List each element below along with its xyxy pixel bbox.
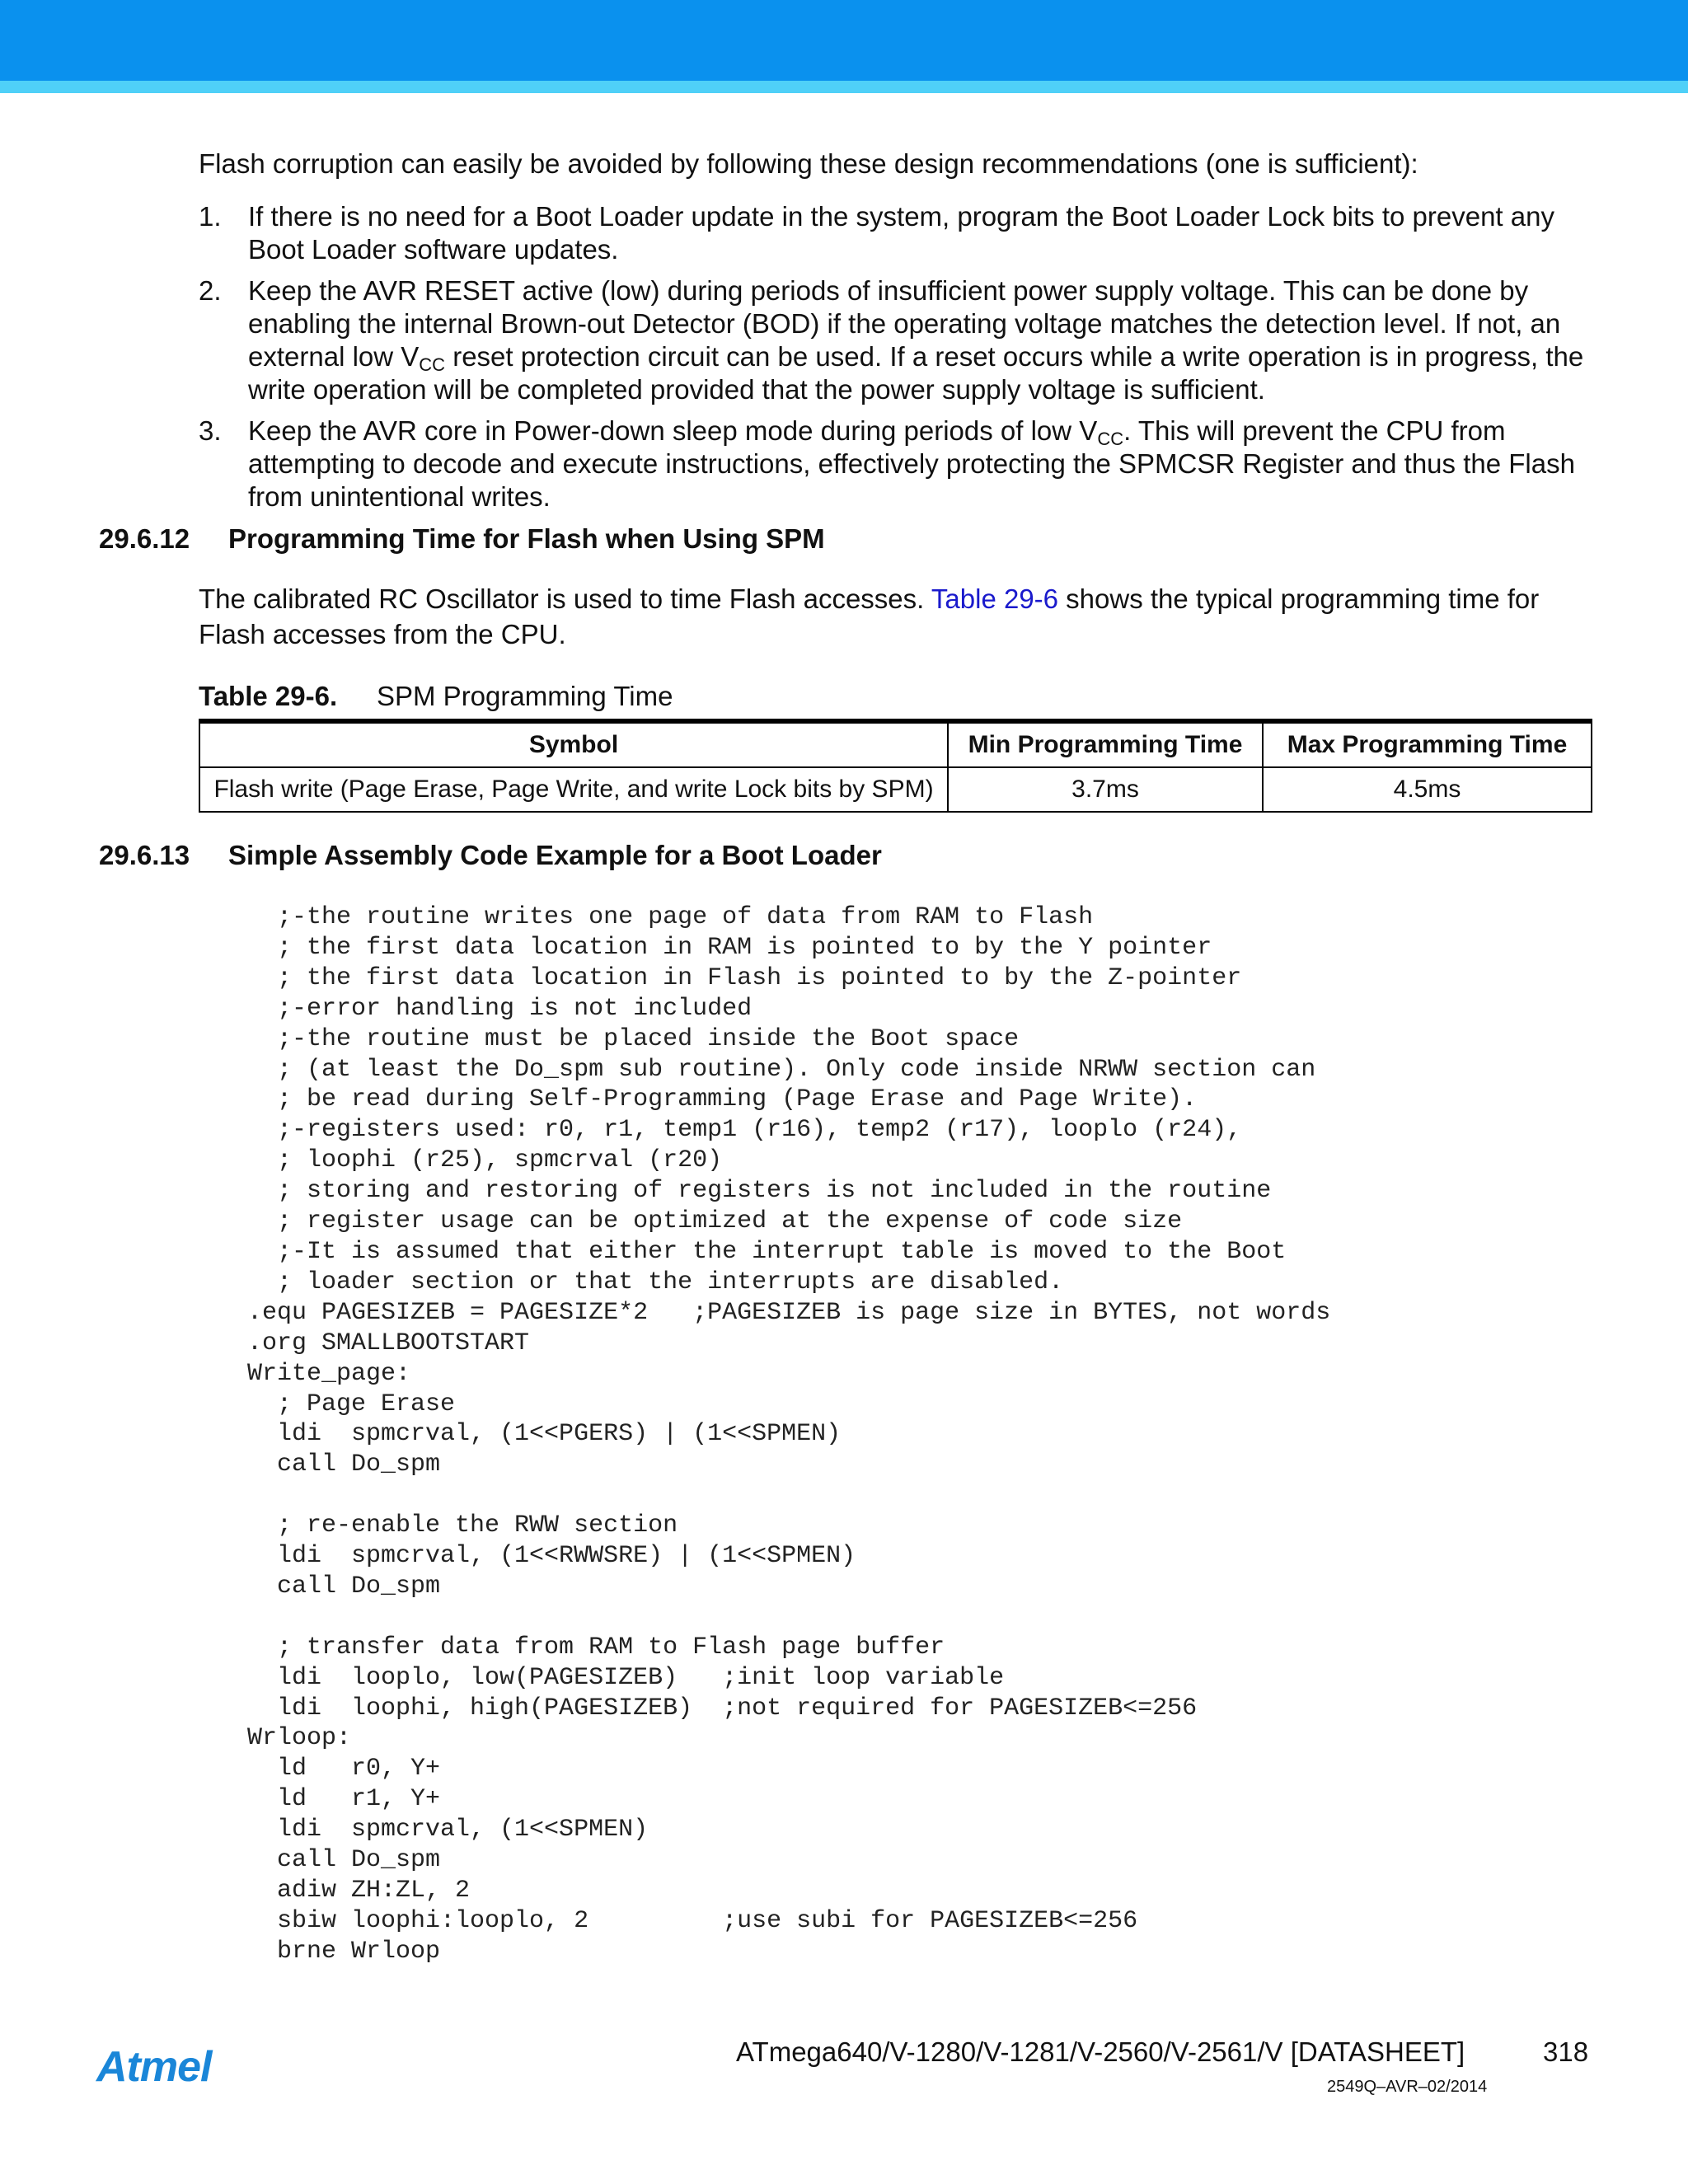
table-row xyxy=(199,767,1592,812)
column-header: Min Programming Time xyxy=(948,721,1263,767)
subscript: CC xyxy=(1097,429,1124,449)
list-text: Keep the AVR RESET active (low) during periods of insufficient power supply voltage. This can be done by enabling the internal Brown-out Detector (BOD) if the operating voltage matches the detection level. If not, an external low $V_{CC}$ reset protection circuit can be used. If a reset occurs while a write operation is in progress, the write operation will be completed provided that the power supply voltage is sufficient. xyxy=(248,275,1584,405)
table-cell: Flash write (Page Erase, Page Write, and write Lock bits by SPM) xyxy=(199,767,948,812)
atmel-logo: Atmel xyxy=(96,2043,212,2091)
table-caption-label: Table 29-6. xyxy=(199,681,338,711)
table-cell: 4.5ms xyxy=(1263,767,1592,812)
section-number: 29.6.13 xyxy=(99,840,190,870)
footer-document-id: 2549Q–AVR–02/2014 xyxy=(1327,2078,1488,2096)
subscript: CC xyxy=(419,354,446,375)
spm-paragraph: The calibrated RC Oscillator is used to time Flash accesses. Table 29-6 shows the typical programming time for Flash accesses from the CPU. xyxy=(199,583,1540,649)
table-caption xyxy=(199,680,673,713)
assembly-code-block: ;-the routine writes one page of data from RAM to Flash ; the first data location in RAM is pointed to by the Y pointer ; the first data location in Flash is pointed to by the Z-pointer ;-error handling is not included ;-the routine must be placed inside the Boot space ; (at least the Do_spm sub routine). Only code inside NRWW section can ; be read during Self-Programming (Page Erase and Page Write). ;-registers used: r0, r1, temp1 (r16), temp2 (r17), looplo (r24), ; loophi (r25), spmcrval (r20) ; storing and restoring of registers is not included in the routine ; register usage can be optimized at the expense of code size ;-It is assumed that either the interrupt table is moved to the Boot ; loader section or that the interrupts are disabled. .equ PAGESIZEB = PAGESIZE*2 ;PAGESIZEB is page size in BYTES, not words .org SMALLBOOTSTART Write_page: ; Page Erase ldi spmcrval, (1<<PGERS) | (1<<SPMEN) call Do_spm ; re-enable the RWW section ldi spmcrval, (1<<RWWSRE) | (1<<SPMEN) call Do_spm ; transfer data from RAM to Flash page buffer ldi looplo, low(PAGESIZEB) ;init loop variable ldi loophi, high(PAGESIZEB) ;not required for PAGESIZEB<=256 Wrloop: ld r0, Y+ ld r1, Y+ ldi spmcrval, (1<<SPMEN) call Do_spm adiw ZH:ZL, 2 sbiw loophi:looplo, 2 ;use subi for PAGESIZEB<=256 brne Wrloop xyxy=(247,903,1331,1966)
list-number: 2. xyxy=(199,275,222,306)
footer-document-title: ATmega640/V-1280/V-1281/V-2560/V-2561/V [DATASHEET] xyxy=(736,2036,1465,2067)
list-text: Keep the AVR core in Power-down sleep mode during periods of low $V_{CC}$. This will prevent the CPU from attempting to decode and execute instructions, effectively protecting the SPMCSR Register and thus the Flash from unintentional writes. xyxy=(248,415,1575,512)
table-link[interactable]: Table 29-6 xyxy=(931,583,1059,614)
table-caption-title: SPM Programming Time xyxy=(377,681,673,711)
page-number: 318 xyxy=(1543,2036,1589,2067)
section-title: Programming Time for Flash when Using SPM xyxy=(228,523,825,554)
list-number: 3. xyxy=(199,415,222,446)
header-stripe xyxy=(0,81,1688,93)
table-header-row xyxy=(199,721,1592,767)
list-number: 1. xyxy=(199,201,222,232)
table-cell: 3.7ms xyxy=(948,767,1263,812)
intro-paragraph: Flash corruption can easily be avoided by following these design recommendations (one is sufficient): xyxy=(199,148,1418,179)
spm-programming-time-table xyxy=(199,719,1592,813)
header-banner xyxy=(0,0,1688,81)
section-number: 29.6.12 xyxy=(99,523,190,554)
column-header: Max Programming Time xyxy=(1263,721,1592,767)
section-title: Simple Assembly Code Example for a Boot Loader xyxy=(228,840,882,870)
column-header: Symbol xyxy=(199,721,948,767)
list-text: If there is no need for a Boot Loader update in the system, program the Boot Loader Lock bits to prevent any Boot Loader software updates. xyxy=(248,201,1554,265)
